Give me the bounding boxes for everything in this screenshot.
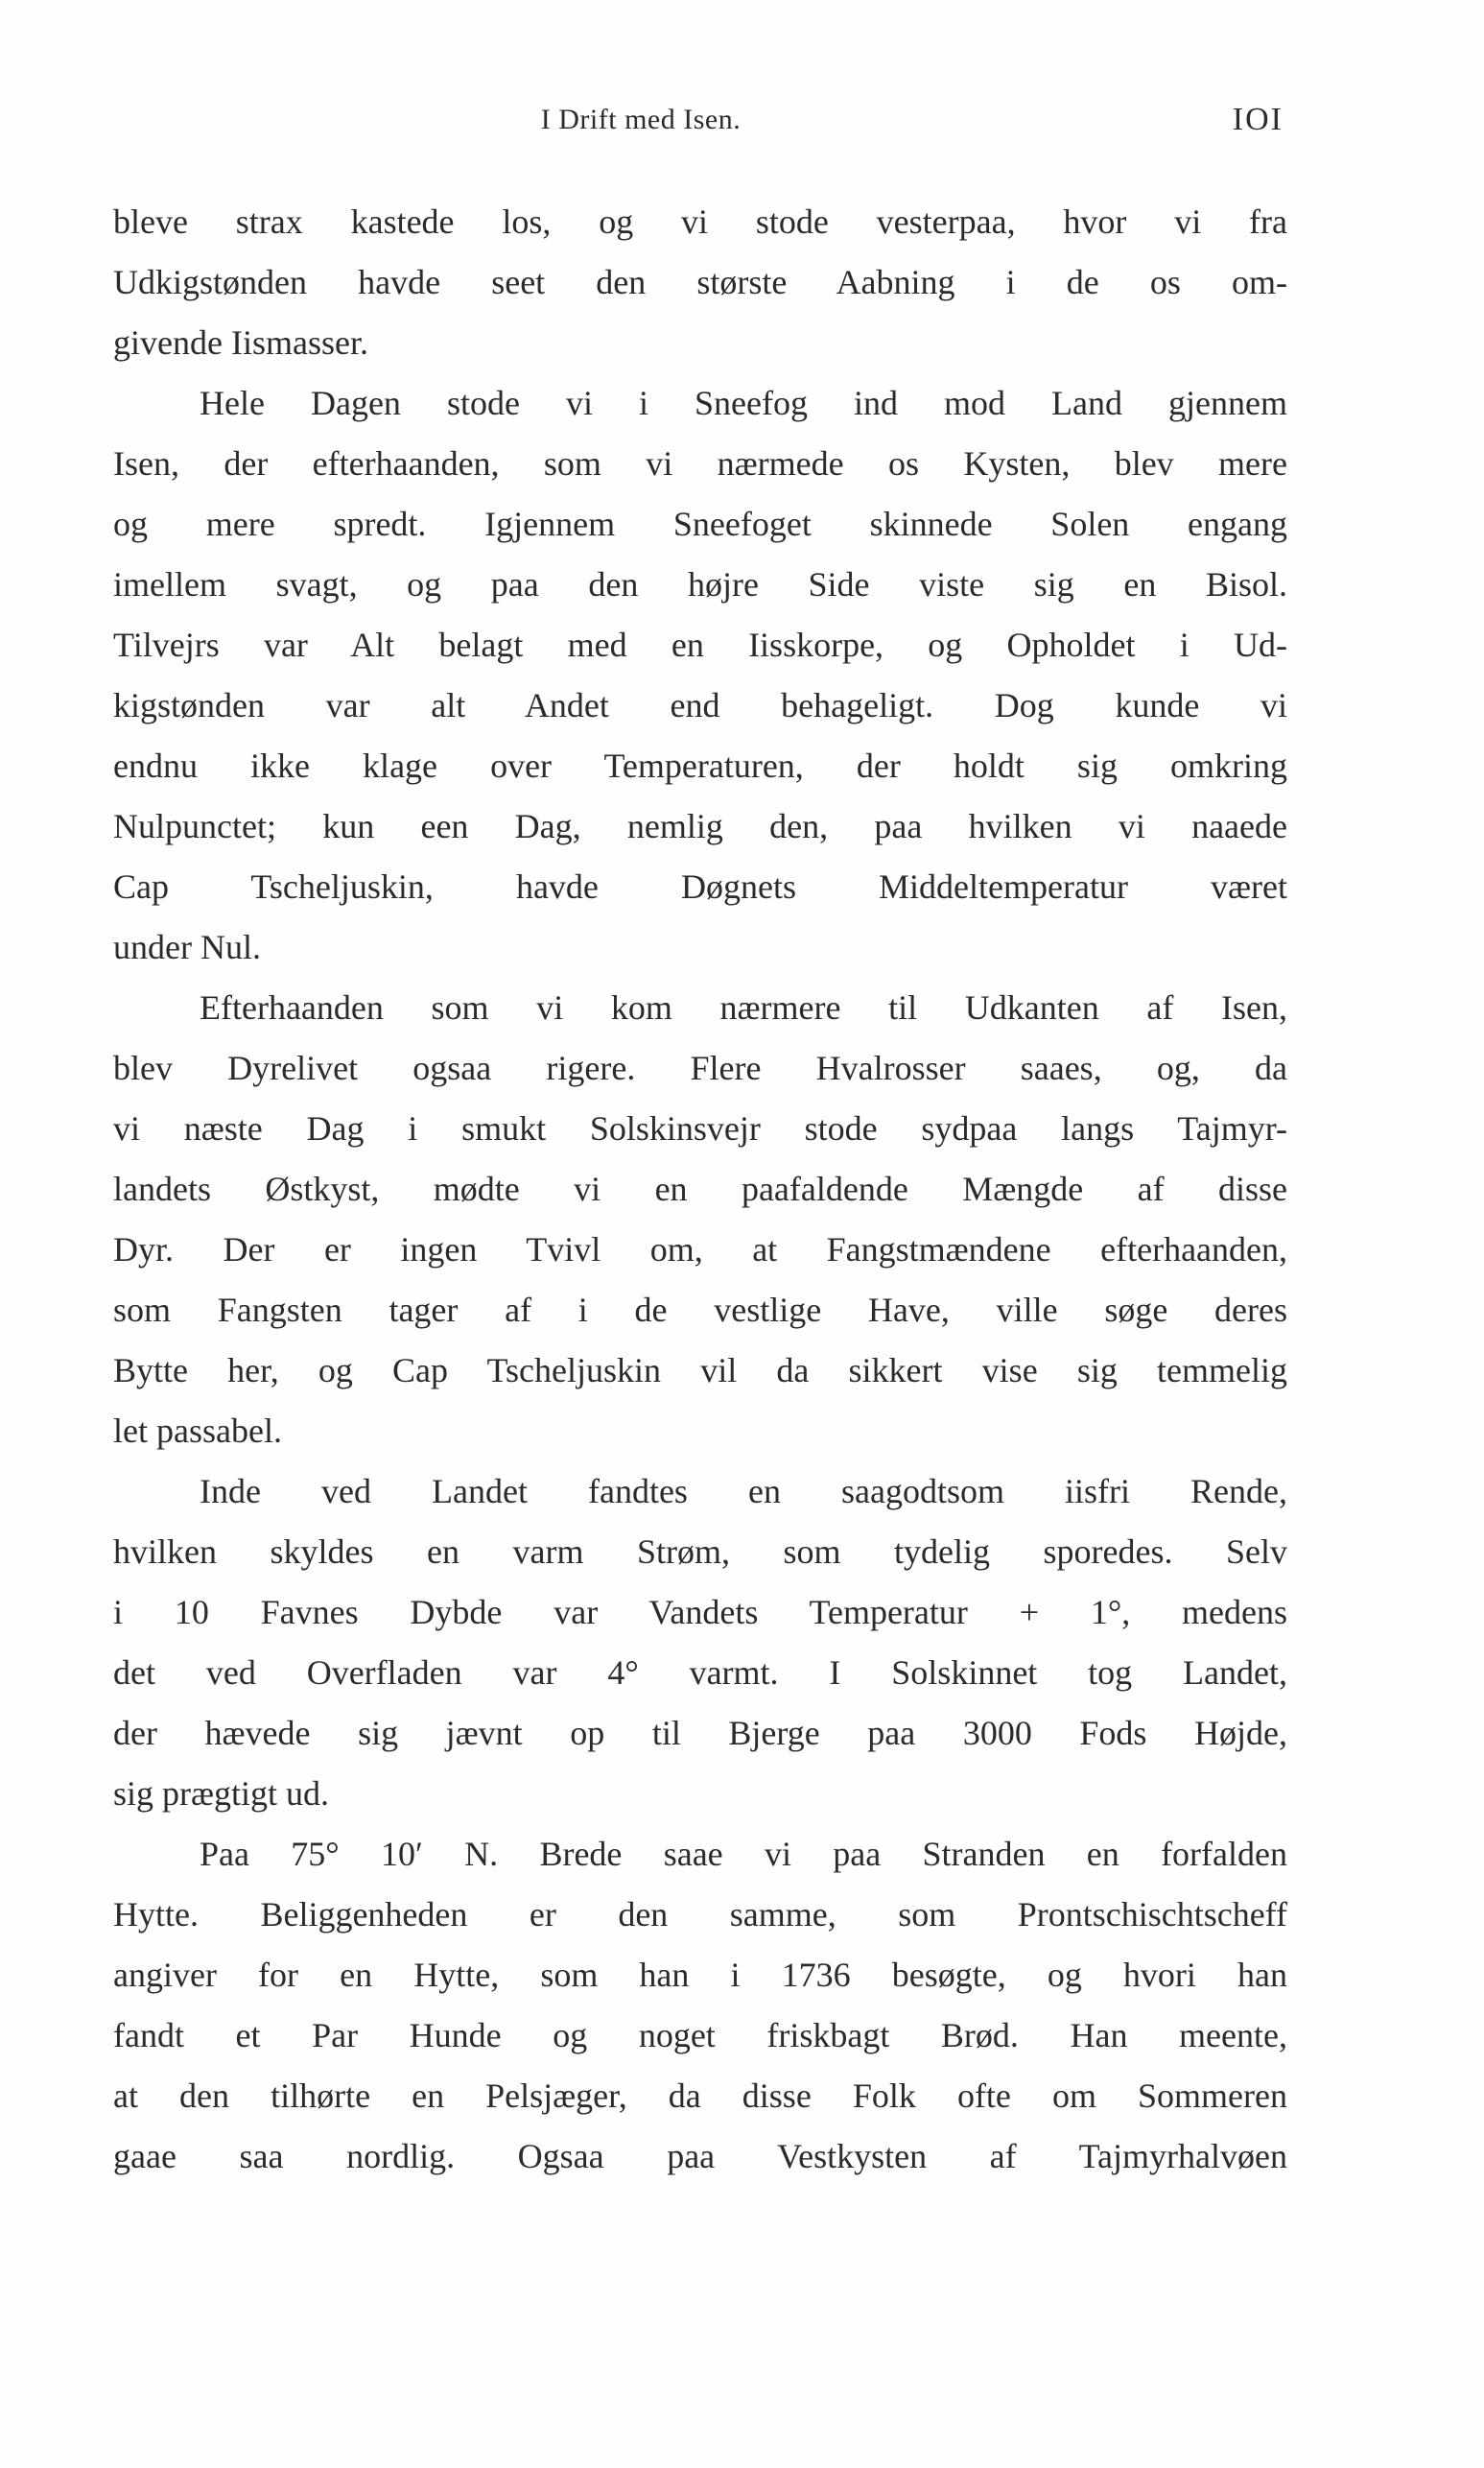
text-line: bleve strax kastede los, og vi stode vesterpaa, hvor vi fra — [113, 202, 1287, 241]
text-line: vi næste Dag i smukt Solskinsvejr stode sydpaa langs Tajmyr- — [113, 1109, 1287, 1148]
text-line: blev Dyrelivet ogsaa rigere. Flere Hvalrosser saaes, og, da — [113, 1049, 1287, 1087]
text-line: Hele Dagen stode vi i Sneefog ind mod Land gjennem — [200, 384, 1287, 422]
text-line: givende Iismasser. — [113, 323, 368, 362]
text-line: Dyr. Der er ingen Tvivl om, at Fangstmændene efterhaanden, — [113, 1230, 1287, 1269]
text-line: hvilken skyldes en varm Strøm, som tydelig sporedes. Selv — [113, 1532, 1287, 1571]
text-line: Tilvejrs var Alt belagt med en Iisskorpe, og Opholdet i Ud- — [113, 626, 1287, 664]
text-line: imellem svagt, og paa den højre Side viste sig en Bisol. — [113, 565, 1287, 604]
text-line: Efterhaanden som vi kom nærmere til Udkanten af Isen, — [200, 988, 1287, 1027]
text-line: Cap Tscheljuskin, havde Døgnets Middeltemperatur været — [113, 867, 1287, 906]
text-line: let passabel. — [113, 1412, 282, 1450]
running-title: I Drift med Isen. — [540, 104, 742, 135]
text-line: angiver for en Hytte, som han i 1736 besøgte, og hvori han — [113, 1956, 1287, 1994]
text-line: der hævede sig jævnt op til Bjerge paa 3000 Fods Højde, — [113, 1714, 1287, 1752]
text-line: som Fangsten tager af i de vestlige Have, ville søge deres — [113, 1291, 1287, 1329]
page-number: IOI — [1232, 102, 1284, 137]
text-line: Isen, der efterhaanden, som vi nærmede os Kysten, blev mere — [113, 444, 1287, 483]
text-line: Paa 75° 10′ N. Brede saae vi paa Stranden en forfalden — [200, 1835, 1287, 1873]
text-line: kigstønden var alt Andet end behageligt. Dog kunde vi — [113, 686, 1287, 724]
text-line: Nulpunctet; kun een Dag, nemlig den, paa hvilken vi naaede — [113, 807, 1287, 845]
text-line: Inde ved Landet fandtes en saagodtsom iisfri Rende, — [200, 1472, 1287, 1510]
text-line: i 10 Favnes Dybde var Vandets Temperatur + 1°, medens — [113, 1593, 1287, 1631]
text-line: Udkigstønden havde seet den største Aabning i de os om- — [113, 263, 1287, 301]
text-line: sig prægtigt ud. — [113, 1774, 330, 1813]
text-line: at den tilhørte en Pelsjæger, da disse Folk ofte om Sommeren — [113, 2076, 1287, 2115]
text-line: det ved Overfladen var 4° varmt. I Solskinnet tog Landet, — [113, 1653, 1287, 1692]
text-line: og mere spredt. Igjennem Sneefoget skinnede Solen engang — [113, 505, 1287, 543]
body-text — [113, 192, 1287, 2187]
text-line: gaae saa nordlig. Ogsaa paa Vestkysten af Tajmyrhalvøen — [113, 2137, 1287, 2175]
text-line: under Nul. — [113, 928, 261, 966]
text-line: fandt et Par Hunde og noget friskbagt Brød. Han meente, — [113, 2016, 1287, 2054]
text-line: Bytte her, og Cap Tscheljuskin vil da sikkert vise sig temmelig — [113, 1351, 1287, 1389]
text-line: landets Østkyst, mødte vi en paafaldende Mængde af disse — [113, 1170, 1287, 1208]
text-line: endnu ikke klage over Temperaturen, der holdt sig omkring — [113, 747, 1287, 785]
running-head — [113, 94, 1284, 152]
text-line: Hytte. Beliggenheden er den samme, som Prontschischtscheff — [113, 1895, 1287, 1934]
